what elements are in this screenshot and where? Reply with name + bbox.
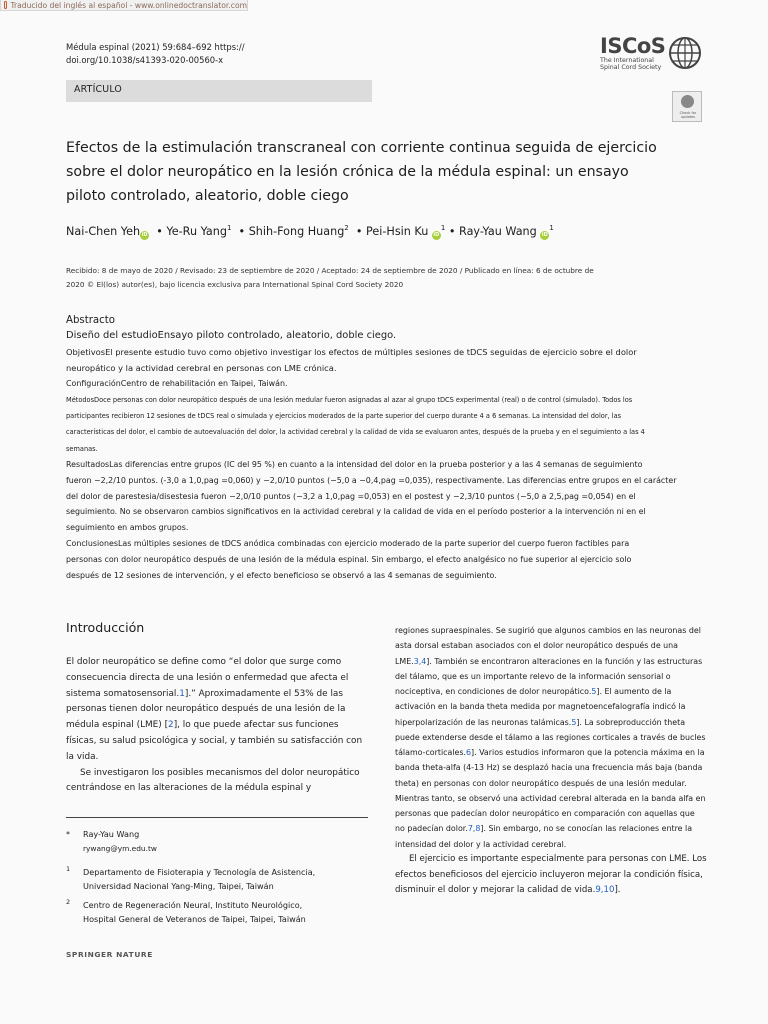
check-updates-line-2: updates bbox=[680, 115, 696, 119]
journal-citation bbox=[66, 41, 245, 67]
update-badge-icon bbox=[681, 95, 694, 108]
footnote-divider bbox=[66, 817, 368, 818]
introduction-column-right bbox=[395, 623, 707, 899]
author-list: Nai-Chen Yeh iD • Ye-Ru Yang$^1$ • Shih-Fong Huang$^2$ • Pei-Hsin Ku $iD^1$ • Ray-Yau Wang $iD^1$ bbox=[66, 224, 554, 238]
section-label: ARTÍCULO bbox=[66, 80, 372, 102]
citation-link[interactable]: 6 bbox=[466, 748, 472, 757]
publication-dates bbox=[66, 264, 696, 292]
footnote-marker: 2 bbox=[66, 898, 71, 906]
abstract-line: seguimiento. No se observaron cambios significativos en la actividad cerebral y la calidad de vida en el período posterior a la intervención ni en el bbox=[66, 507, 646, 517]
affiliation-line: Hospital General de Veteranos de Taipei, Taipei, Taiwán bbox=[83, 913, 306, 924]
paragraph-text: ]. El aumento de la activación en la banda theta medida por magnetoencefalografía indicó la hiperpolarización de las neuronas talámicas. bbox=[395, 687, 686, 727]
title-line-2: sobre el dolor neuropático en la lesión crónica de la médula espinal: un ensayo bbox=[66, 164, 629, 180]
paragraph: Se investigaron los posibles mecanismos del dolor neuropático centrándose en las alteraciones de la médula espinal y bbox=[66, 767, 360, 794]
paragraph-text: ]. Varios estudios informaron que la potencia máxima en la banda theta-alfa (4-13 Hz) se desplazó hacia una frecuencia más baja (banda theta) en personas con dolor neuropático después de una lesión medular. Mientras tanto, se observó una actividad cerebral alterada en la banda alfa en personas que padecían dolor neuropático en comparación con aquellas que no padecían dolor. bbox=[395, 748, 706, 834]
citation-link[interactable]: 1 bbox=[179, 688, 185, 699]
affiliation-line: Universidad Nacional Yang-Ming, Taipei, Taiwán bbox=[83, 880, 274, 891]
abstract-line: ObjetivosEl presente estudio tuvo como objetivo investigar los efectos de múltiples sesiones de tDCS seguidas de ejercicio sobre el dolor bbox=[66, 347, 637, 357]
abstract-conclusions bbox=[66, 536, 706, 583]
article-title bbox=[66, 136, 666, 208]
title-line-1: Efectos de la estimulación transcraneal con corriente continua seguida de ejercicio bbox=[66, 140, 657, 156]
citation-link[interactable]: 3,4 bbox=[413, 656, 427, 666]
citation-link[interactable]: 5 bbox=[571, 717, 577, 727]
paragraph bbox=[395, 852, 707, 899]
iscos-logo bbox=[598, 34, 704, 76]
paragraph-text: ]. La sobreproducción theta puede extenderse desde el tálamo a las regiones corticales a través de bucles tálamo-corticales. bbox=[395, 717, 706, 757]
publisher-logo: SPRINGER NATURE bbox=[66, 950, 153, 959]
footnote-marker: * bbox=[66, 829, 71, 839]
paragraph-text: ]. Sin embargo, no se conocían las relaciones entre la intensidad del dolor y la actividad cerebral. bbox=[395, 824, 693, 849]
title-line-3: piloto controlado, aleatorio, doble ciego bbox=[66, 188, 349, 204]
journal-line-1: Médula espinal (2021) 59:684–692 https:// bbox=[66, 42, 245, 52]
introduction-column-left bbox=[66, 655, 368, 797]
paragraph bbox=[66, 655, 368, 766]
affiliation-line: Departamento de Fisioterapia y Tecnología de Asistencia, bbox=[83, 867, 316, 877]
abstract-line: ConclusionesLas múltiples sesiones de tDCS anódica combinadas con ejercicio moderado de la parte superior del cuerpo fueron factibles para bbox=[66, 538, 630, 548]
abstract-line: personas con dolor neuropático después de una lesión de la médula espinal. Sin embargo, el efecto analgésico no fue superior al ejercicio solo bbox=[66, 554, 632, 564]
affiliation-line: Centro de Regeneración Neural, Instituto Neurológico, bbox=[83, 900, 303, 910]
paragraph-text: ]. bbox=[614, 885, 621, 896]
logo-line-2: Spinal Cord Society bbox=[600, 64, 662, 71]
abstract bbox=[66, 313, 706, 583]
citation-link[interactable]: 2 bbox=[168, 720, 174, 731]
footnote-marker: 1 bbox=[66, 865, 71, 873]
author-name[interactable]: Pei-Hsin Ku bbox=[366, 225, 429, 238]
abstract-line: neuropático y la actividad cerebral en personas con LME crónica. bbox=[66, 363, 337, 373]
author-affiliation: 1 bbox=[440, 224, 446, 232]
abstract-objectives bbox=[66, 344, 706, 376]
author-name[interactable]: Shih-Fong Huang bbox=[248, 225, 345, 238]
corresponding-name: Ray-Yau Wang bbox=[83, 829, 140, 839]
check-for-updates-button[interactable] bbox=[672, 91, 702, 122]
journal-doi[interactable]: doi.org/10.1038/s41393-020-00560-x bbox=[66, 55, 224, 65]
affiliation-2 bbox=[66, 899, 368, 929]
author-affiliation: 2 bbox=[344, 224, 349, 232]
orcid-icon[interactable]: iD bbox=[141, 232, 148, 238]
paragraph-text: ].” Aproximadamente el 53% de las personas tienen dolor neuropático después de una lesión de la médula espinal (LME) [ bbox=[66, 688, 346, 731]
abstract-design: Diseño del estudioEnsayo piloto controlado, aleatorio, doble ciego. bbox=[66, 330, 397, 341]
author-name[interactable]: Ray-Yau Wang bbox=[459, 225, 537, 238]
abstract-line: seguimiento en ambos grupos. bbox=[66, 523, 189, 533]
abstract-setting: ConfiguraciónCentro de rehabilitación en Taipei, Taiwán. bbox=[66, 379, 288, 388]
abstract-line: ResultadosLas diferencias entre grupos (IC del 95 %) en cuanto a la intensidad del dolor en la prueba posterior y a las 4 semanas de seguimiento bbox=[66, 459, 643, 469]
abstract-line: fueron −2,2/10 puntos. (-3,0 a 1,0,pag =0,060) y −2,0/10 puntos (−5,0 a −0,4,pag =0,035), respectivamente. Las diferencias entre grupos en el carácter bbox=[66, 475, 677, 485]
abstract-line: MétodosDoce personas con dolor neuropático después de una lesión medular fueron asignadas al azar al grupo tDCS experimental (real) o de control (simulado). Todos los bbox=[66, 395, 633, 404]
affiliation-1 bbox=[66, 866, 368, 896]
introduction-heading: Introducción bbox=[66, 620, 145, 635]
translation-banner-text: Traducido del inglés al español - www.onlinedoctranslator.com bbox=[10, 0, 247, 10]
logo-name: ISCoS bbox=[600, 34, 666, 58]
check-updates-line-1: Check for bbox=[679, 111, 697, 115]
citation-link[interactable]: 5 bbox=[591, 687, 597, 696]
author-name[interactable]: Nai-Chen Yeh bbox=[66, 225, 141, 238]
paragraph bbox=[395, 623, 707, 852]
logo-line-1: The International bbox=[600, 57, 654, 64]
author-affiliation: 1 bbox=[549, 224, 554, 232]
abstract-line: del dolor de parestesia/disestesia fueron −2,0/10 puntos (−3,2 a 1,0,pag =0,053) en el postest y −2,3/10 puntos (−5,0 a 2,5,pag =0,054) en el bbox=[66, 491, 636, 501]
abstract-line: semanas. bbox=[66, 444, 98, 453]
paragraph-text: El dolor neuropático se define como “el dolor que surge como consecuencia directa de una lesión o enfermedad que afecta el sistema somatosensorial. bbox=[66, 657, 349, 699]
paragraph-text: regiones supraespinales. Se sugirió que algunos cambios en las neuronas del asta dorsal estaban asociados con el dolor neuropático después de una LME. bbox=[395, 626, 701, 666]
globe-icon bbox=[668, 36, 702, 70]
corresponding-email[interactable]: rywang@ym.edu.tw bbox=[83, 843, 157, 853]
check-updates-label bbox=[674, 111, 702, 119]
abstract-line: participantes recibieron 12 sesiones de tDCS real o simulada y ejercicios moderados de la parte superior del cuerpo durante 4 a 6 semanas. La intensidad del dolor, las bbox=[66, 412, 622, 421]
logo-tagline bbox=[600, 57, 661, 71]
abstract-results bbox=[66, 457, 706, 536]
dates-line-1: Recibido: 8 de mayo de 2020 / Revisado: 23 de septiembre de 2020 / Aceptado: 24 de septiembre de 2020 / Publicado en línea: 6 de octubre de bbox=[66, 266, 594, 275]
paragraph-text: ]. También se encontraron alteraciones en la función y las estructuras del tálamo, que es un importante relevo de la información sensorial o nociceptiva, en condiciones de dolor neuropático. bbox=[395, 656, 703, 696]
translate-icon bbox=[4, 1, 7, 9]
abstract-line: después de 12 sesiones de intervención, y el efecto beneficioso se observó a las 4 semanas de seguimiento. bbox=[66, 570, 497, 580]
paragraph-text: ], lo que puede afectar sus funciones físicas, su salud psicológica y social, y también su satisfacción con la vida. bbox=[66, 720, 363, 762]
paragraph-text: El ejercicio es importante especialmente para personas con LME. Los efectos beneficiosos del ejercicio incluyeron mejorar la condición física, disminuir el dolor y mejorar la calidad de vida. bbox=[395, 853, 707, 896]
dates-line-2: 2020 © El(los) autor(es), bajo licencia exclusiva para International Spinal Cord Society 2020 bbox=[66, 280, 404, 289]
orcid-icon[interactable]: iD bbox=[541, 232, 548, 238]
corresponding-author bbox=[66, 828, 368, 858]
orcid-icon[interactable]: iD bbox=[433, 232, 440, 238]
translation-banner[interactable] bbox=[0, 0, 248, 11]
abstract-heading: Abstracto bbox=[66, 315, 115, 326]
citation-link[interactable]: 9,10 bbox=[595, 885, 615, 896]
author-affiliation: 1 bbox=[226, 224, 232, 232]
abstract-line: características del dolor, el cambio de autoevaluación del dolor, la actividad cerebral y la calidad de vida se evaluaron antes, después de la prueba y en el seguimiento a las 4 bbox=[66, 428, 645, 437]
abstract-methods bbox=[66, 392, 706, 457]
citation-link[interactable]: 7,8 bbox=[467, 824, 481, 834]
author-name[interactable]: Ye-Ru Yang bbox=[166, 225, 227, 238]
